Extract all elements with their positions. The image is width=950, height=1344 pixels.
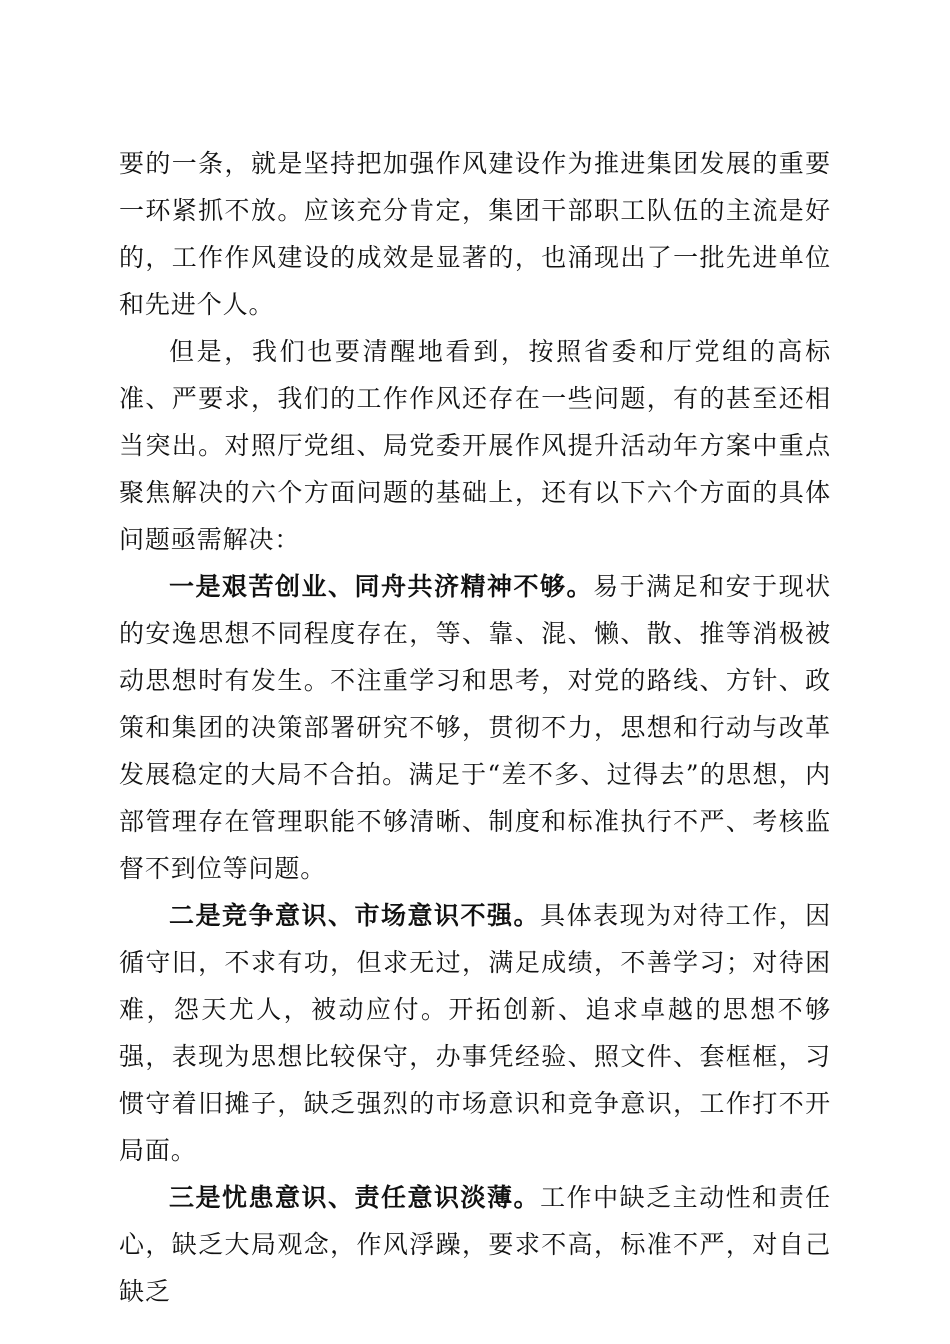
paragraph-4-text: 具体表现为对待工作，因循守旧，不求有功，但求无过，满足成绩，不善学习；对待困难，怨天尤人，被动应付。开拓创新、追求卓越的思想不够强，表现为思想比较保守，办事凭经验、照文件、套框框，习惯守着旧摊子，缺乏强烈的市场意识和竞争意识，工作打不开局面。 [119,901,831,1165]
paragraph-1-text: 要的一条，就是坚持把加强作风建设作为推进集团发展的重要一环紧抓不放。应该充分肯定，集团干部职工队伍的主流是好的，工作作风建设的成效是显著的，也涌现出了一批先进单位和先进个人。 [119,149,831,319]
paragraph-5-lead: 三是忧患意识、责任意识淡薄。 [169,1183,541,1212]
document-body [119,140,831,1315]
paragraph-4 [119,892,831,1174]
paragraph-5 [119,1174,831,1315]
paragraph-3-text: 易于满足和安于现状的安逸思想不同程度存在，等、靠、混、懒、散、推等消极被动思想时有发生。不注重学习和思考，对党的路线、方针、政策和集团的决策部署研究不够，贯彻不力，思想和行动与改革发展稳定的大局不合拍。满足于“差不多、过得去”的思想，内部管理存在管理职能不够清晰、制度和标准执行不严、考核监督不到位等问题。 [119,572,831,883]
paragraph-3-lead: 一是艰苦创业、同舟共济精神不够。 [169,572,594,601]
paragraph-3 [119,563,831,892]
paragraph-1 [119,140,831,328]
paragraph-4-lead: 二是竞争意识、市场意识不强。 [169,901,541,930]
paragraph-2 [119,328,831,563]
paragraph-5-text: 工作中缺乏主动性和责任心，缺乏大局观念，作风浮躁，要求不高，标准不严，对自己缺乏 [119,1183,831,1306]
paragraph-2-text: 但是，我们也要清醒地看到，按照省委和厅党组的高标准、严要求，我们的工作作风还存在一些问题，有的甚至还相当突出。对照厅党组、局党委开展作风提升活动年方案中重点聚焦解决的六个方面问题的基础上，还有以下六个方面的具体问题亟需解决： [119,337,831,554]
